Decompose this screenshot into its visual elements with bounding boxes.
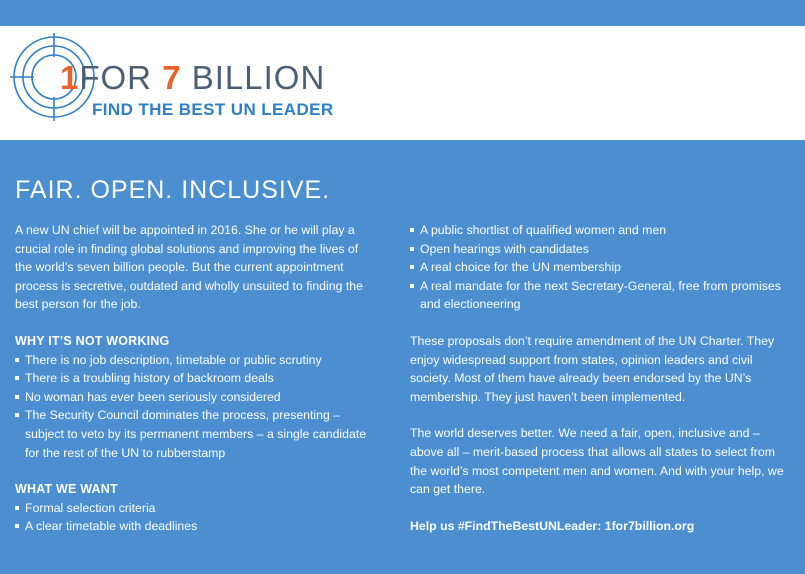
- list-item: No woman has ever been seriously considered: [15, 388, 375, 407]
- list-item: A real choice for the UN membership: [410, 258, 795, 277]
- intro-paragraph: A new UN chief will be appointed in 2016. She or he will play a crucial role in finding global solutions and improving the lives of the world’s seven billion people. But the current appointment process is secretive, outdated and wholly unsuited to finding the best person for the job.: [15, 223, 363, 312]
- want-heading: WHAT WE WANT: [15, 482, 118, 497]
- main-content: [0, 140, 805, 574]
- top-band: [0, 0, 805, 26]
- call-to-action: Help us #FindTheBestUNLeader: 1for7billion.org: [410, 518, 695, 533]
- page-title: FAIR. OPEN. INCLUSIVE.: [15, 176, 331, 204]
- list-item: A real mandate for the next Secretary-General, free from promises and electioneering: [410, 277, 795, 314]
- brand-for: FOR: [79, 59, 163, 96]
- list-item: Formal selection criteria: [15, 499, 375, 518]
- brand-number-seven: 7: [162, 59, 182, 96]
- want-list: [15, 499, 375, 536]
- brand-number-one: 1: [60, 59, 80, 96]
- list-item: A public shortlist of qualified women and men: [410, 221, 795, 240]
- list-item: A clear timetable with deadlines: [15, 517, 375, 536]
- list-item: The Security Council dominates the process, presenting – subject to veto by its permanent members – a single candidate for the rest of the UN to rubberstamp: [15, 406, 375, 462]
- brand-wordmark: [60, 61, 325, 94]
- not-working-list: [15, 351, 375, 463]
- brand-billion: BILLION: [181, 59, 326, 96]
- left-column: [15, 221, 375, 536]
- brand-tagline: FIND THE BEST UN LEADER: [92, 100, 334, 119]
- list-item: Open hearings with candidates: [410, 240, 795, 259]
- proposals-paragraph: These proposals don’t require amendment of the UN Charter. They enjoy widespread support from states, opinion leaders and civil society. Most of them have already been endorsed by the UN’s membership. They just haven’t been implemented.: [410, 333, 775, 404]
- want-list-continued: [410, 221, 795, 314]
- list-item: There is no job description, timetable or public scrutiny: [15, 351, 375, 370]
- not-working-heading: WHY IT’S NOT WORKING: [15, 333, 170, 348]
- header: [0, 26, 805, 140]
- closing-paragraph: The world deserves better. We need a fair, open, inclusive and – above all – merit-based process that allows all states to select from the world’s most competent men and women. And with your help, we can get there.: [410, 426, 784, 497]
- list-item: There is a troubling history of backroom deals: [15, 369, 375, 388]
- right-column: [410, 221, 795, 535]
